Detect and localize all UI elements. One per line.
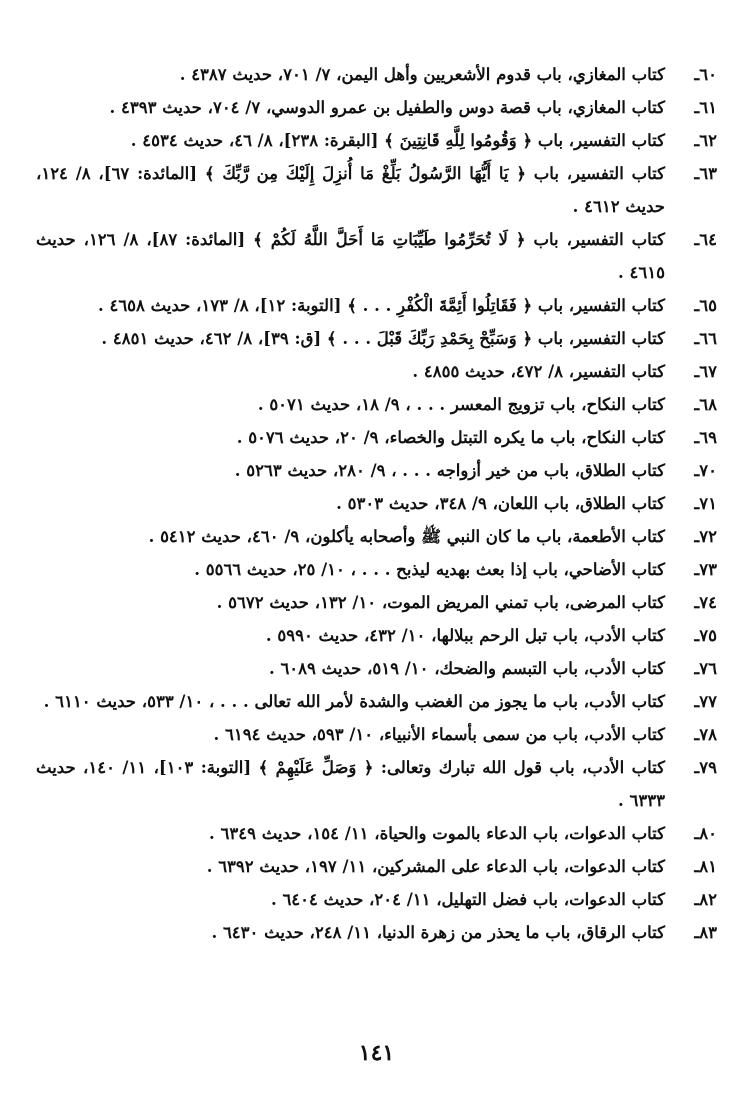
item-number: ٧٦ـ <box>694 659 717 678</box>
item-number: ٧٣ـ <box>694 560 717 579</box>
item-number: ٦٥ـ <box>694 296 717 315</box>
item-text: كتاب التفسير، باب ﴿ وَسَبِّحْ بِحَمْدِ رَبِّكَ قَبْلَ . . . ﴾ [ق: ٣٩]، ٨/ ٤٦٢، حديث ٤٨٥١ . <box>101 329 665 348</box>
item-text: كتاب الدعوات، باب الدعاء على المشركين، ١١/ ١٩٧، حديث ٦٣٩٢ . <box>206 857 665 876</box>
list-item <box>36 652 717 685</box>
item-text: كتاب الطلاق، باب من خير أزواجه . . . ، ٩/ ٢٨٠، حديث ٥٢٦٣ . <box>234 461 665 480</box>
item-text: كتاب الدعوات، باب الدعاء بالموت والحياة، ١١/ ١٥٤، حديث ٦٣٤٩ . <box>209 824 665 843</box>
list-item <box>36 553 717 586</box>
item-text: كتاب التفسير، باب ﴿ فَقَاتِلُوا أَئِمَّةَ الْكُفْرِ . . . ﴾ [التوبة: ١٢]، ٨/ ١٧٣، حديث ٤٦٥٨ . <box>97 296 665 315</box>
item-number: ٧٨ـ <box>694 725 717 744</box>
item-number: ٨٢ـ <box>694 890 717 909</box>
item-text: كتاب المغازي، باب قدوم الأشعريين وأهل اليمن، ٧/ ٧٠١، حديث ٤٣٨٧ . <box>179 65 665 84</box>
item-number: ٨٣ـ <box>694 923 717 942</box>
item-number: ٧٩ـ <box>694 758 717 777</box>
list-item <box>36 586 717 619</box>
item-number: ٦٣ـ <box>694 164 717 183</box>
item-text: كتاب الأدب، باب ما يجوز من الغضب والشدة لأمر الله تعالى . . . ، ١٠/ ٥٣٣، حديث ٦١١٠ . <box>43 692 665 711</box>
item-number: ٦٧ـ <box>694 362 717 381</box>
list-item <box>36 520 717 553</box>
list-item <box>36 718 717 751</box>
item-text: كتاب الطلاق، باب اللعان، ٩/ ٣٤٨، حديث ٥٣٠٣ . <box>336 494 665 513</box>
item-number: ٨١ـ <box>694 857 717 876</box>
reference-list <box>36 58 717 949</box>
item-text: كتاب الدعوات، باب فضل التهليل، ١١/ ٢٠٤، حديث ٦٤٠٤ . <box>270 890 665 909</box>
list-item <box>36 322 717 355</box>
item-number: ٧٥ـ <box>694 626 717 645</box>
item-number: ٦٢ـ <box>694 131 717 150</box>
item-text: كتاب التفسير، باب ﴿ وَقُومُوا لِلَّهِ قَانِتِينَ ﴾ [البقرة: ٢٣٨]، ٨/ ٤٦، حديث ٤٥٣٤ . <box>130 131 665 150</box>
item-number: ٧٧ـ <box>694 692 717 711</box>
list-item <box>36 157 717 223</box>
list-item <box>36 421 717 454</box>
item-number: ٧٤ـ <box>694 593 717 612</box>
item-text: كتاب النكاح، باب تزويج المعسر . . . ، ٩/ ١٨، حديث ٥٠٧١ . <box>257 395 665 414</box>
list-item <box>36 817 717 850</box>
page-number: ١٤١ <box>358 1040 395 1066</box>
list-item <box>36 223 717 289</box>
item-text: كتاب النكاح، باب ما يكره التبتل والخصاء، ٩/ ٢٠، حديث ٥٠٧٦ . <box>236 428 665 447</box>
list-item <box>36 916 717 949</box>
item-number: ٦٩ـ <box>694 428 717 447</box>
list-item <box>36 850 717 883</box>
list-item <box>36 124 717 157</box>
list-item <box>36 883 717 916</box>
item-text: كتاب التفسير، ٨/ ٤٧٢، حديث ٤٨٥٥ . <box>412 362 665 381</box>
list-item <box>36 58 717 91</box>
item-number: ٦٦ـ <box>694 329 717 348</box>
item-text: كتاب الأضاحي، باب إذا بعث بهديه ليذبح . . . ، ١٠/ ٢٥، حديث ٥٥٦٦ . <box>194 560 665 579</box>
list-item <box>36 355 717 388</box>
item-number: ٧١ـ <box>694 494 717 513</box>
item-number: ٦٤ـ <box>694 230 717 249</box>
item-text: كتاب التفسير، باب ﴿ يَا أَيُّهَا الرَّسُولُ بَلِّغْ مَا أُنزِلَ إِلَيْكَ مِن رَّبِّكَ ﴾ [المائدة: ٦٧]، ٨/ ١٢٤، حديث ٤٦١٢ . <box>36 164 665 216</box>
item-text: كتاب الرقاق، باب ما يحذر من زهرة الدنيا، ١١/ ٢٤٨، حديث ٦٤٣٠ . <box>211 923 665 942</box>
item-text: كتاب المرضى، باب تمني المريض الموت، ١٠/ ١٣٢، حديث ٥٦٧٢ . <box>216 593 665 612</box>
item-text: كتاب المغازي، باب قصة دوس والطفيل بن عمرو الدوسي، ٧/ ٧٠٤، حديث ٤٣٩٣ . <box>109 98 665 117</box>
list-item <box>36 91 717 124</box>
item-text: كتاب الأدب، باب تبل الرحم ببلالها، ١٠/ ٤٣٢، حديث ٥٩٩٠ . <box>265 626 665 645</box>
item-text: كتاب الأطعمة، باب ما كان النبي ﷺ وأصحابه يأكلون، ٩/ ٤٦٠، حديث ٥٤١٢ . <box>148 527 665 546</box>
item-text: كتاب التفسير، باب ﴿ لَا تُحَرِّمُوا طَيِّبَاتِ مَا أَحَلَّ اللَّهُ لَكُمْ ﴾ [المائدة: ٨٧]، ٨/ ١٢٦، حديث ٤٦١٥ . <box>36 230 665 282</box>
item-number: ٦١ـ <box>694 98 717 117</box>
list-item <box>36 685 717 718</box>
list-item <box>36 619 717 652</box>
list-item <box>36 388 717 421</box>
list-item <box>36 487 717 520</box>
item-text: كتاب الأدب، باب من سمى بأسماء الأنبياء، ١٠/ ٥٩٣، حديث ٦١٩٤ . <box>213 725 665 744</box>
list-item <box>36 454 717 487</box>
item-number: ٦٠ـ <box>694 65 717 84</box>
item-number: ٧٠ـ <box>694 461 717 480</box>
item-number: ٨٠ـ <box>694 824 717 843</box>
item-number: ٧٢ـ <box>694 527 717 546</box>
list-item <box>36 751 717 817</box>
item-text: كتاب الأدب، باب قول الله تبارك وتعالى: ﴿ وَصَلِّ عَلَيْهِمْ ﴾ [التوبة: ١٠٣]، ١١/ ١٤٠، حديث ٦٣٣٣ . <box>36 758 665 810</box>
item-text: كتاب الأدب، باب التبسم والضحك، ١٠/ ٥١٩، حديث ٦٠٨٩ . <box>268 659 665 678</box>
item-number: ٦٨ـ <box>694 395 717 414</box>
list-item <box>36 289 717 322</box>
